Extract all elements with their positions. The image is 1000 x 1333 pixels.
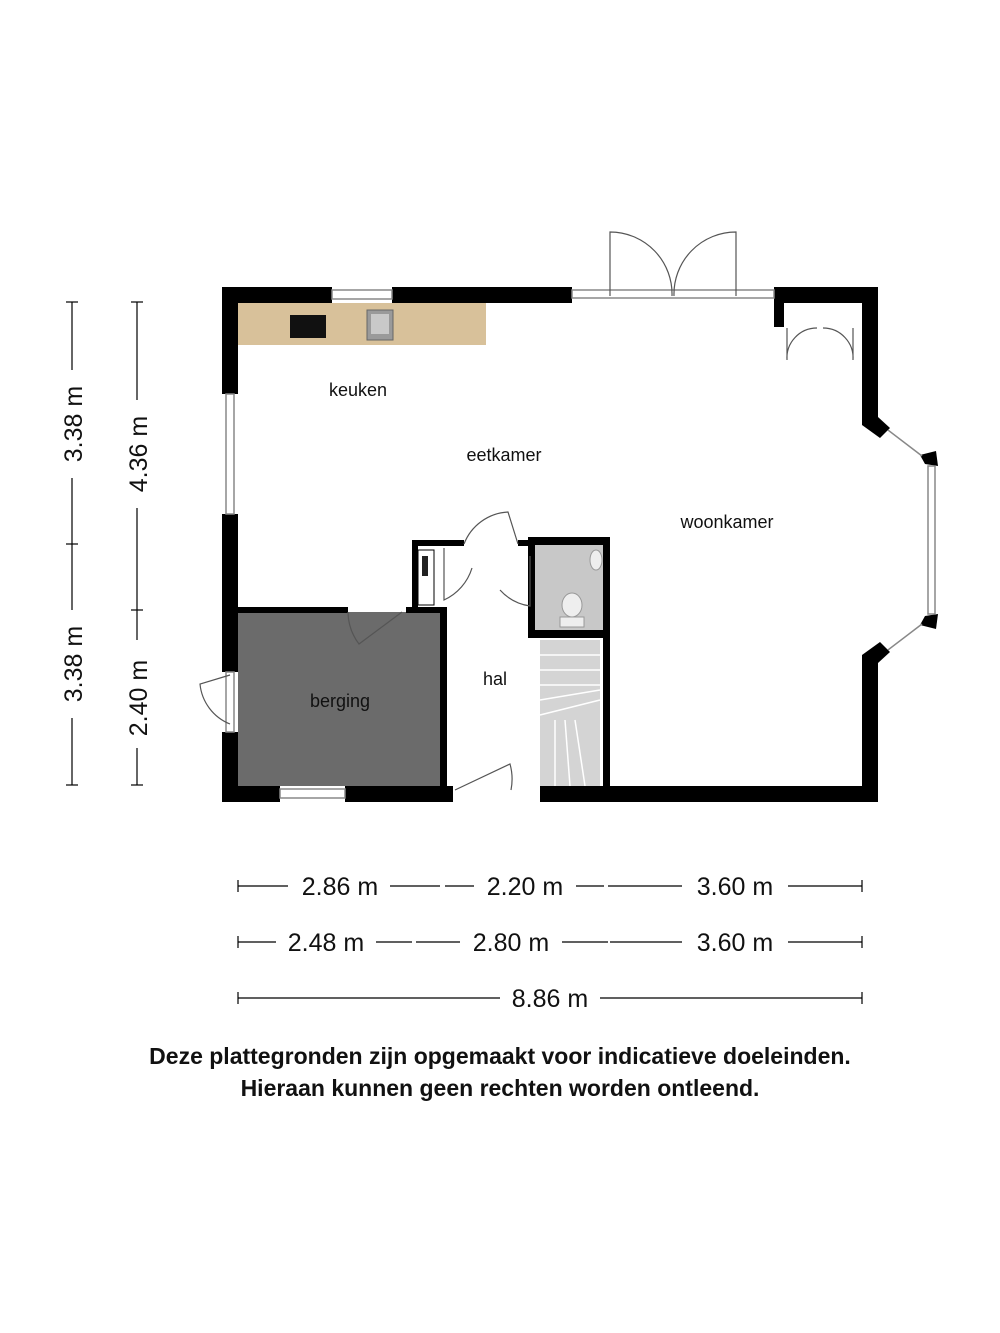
sink-basin-icon: [590, 550, 602, 570]
disclaimer: [0, 1040, 1000, 1104]
cooktop-icon: [290, 315, 326, 338]
room-label-berging: berging: [309, 691, 371, 711]
dim-left-inner-top: 4.36 m: [125, 415, 153, 493]
dim-row2-a: 2.48 m: [287, 929, 365, 957]
dim-left-outer-bottom: 3.38 m: [60, 625, 88, 703]
room-label-woonkamer: woonkamer: [680, 512, 774, 532]
room-label-hal: hal: [482, 669, 508, 689]
dim-row1-c: 3.60 m: [696, 873, 774, 901]
dim-left-inner-bottom: 2.40 m: [125, 659, 153, 737]
dim-row1-b: 2.20 m: [486, 873, 564, 901]
kitchen-counter: [238, 303, 486, 345]
toilet-icon: [562, 593, 582, 617]
room-label-keuken: keuken: [328, 380, 388, 400]
dim-row2-b: 2.80 m: [472, 929, 550, 957]
dim-total: 8.86 m: [511, 985, 589, 1013]
dim-row1-a: 2.86 m: [301, 873, 379, 901]
dim-left-outer-top: 3.38 m: [60, 385, 88, 463]
disclaimer-line-1: Deze plattegronden zijn opgemaakt voor indicatieve doeleinden.: [149, 1043, 851, 1069]
disclaimer-line-2: Hieraan kunnen geen rechten worden ontleend.: [240, 1075, 760, 1101]
dim-row2-c: 3.60 m: [696, 929, 774, 957]
room-label-eetkamer: eetkamer: [466, 445, 542, 465]
